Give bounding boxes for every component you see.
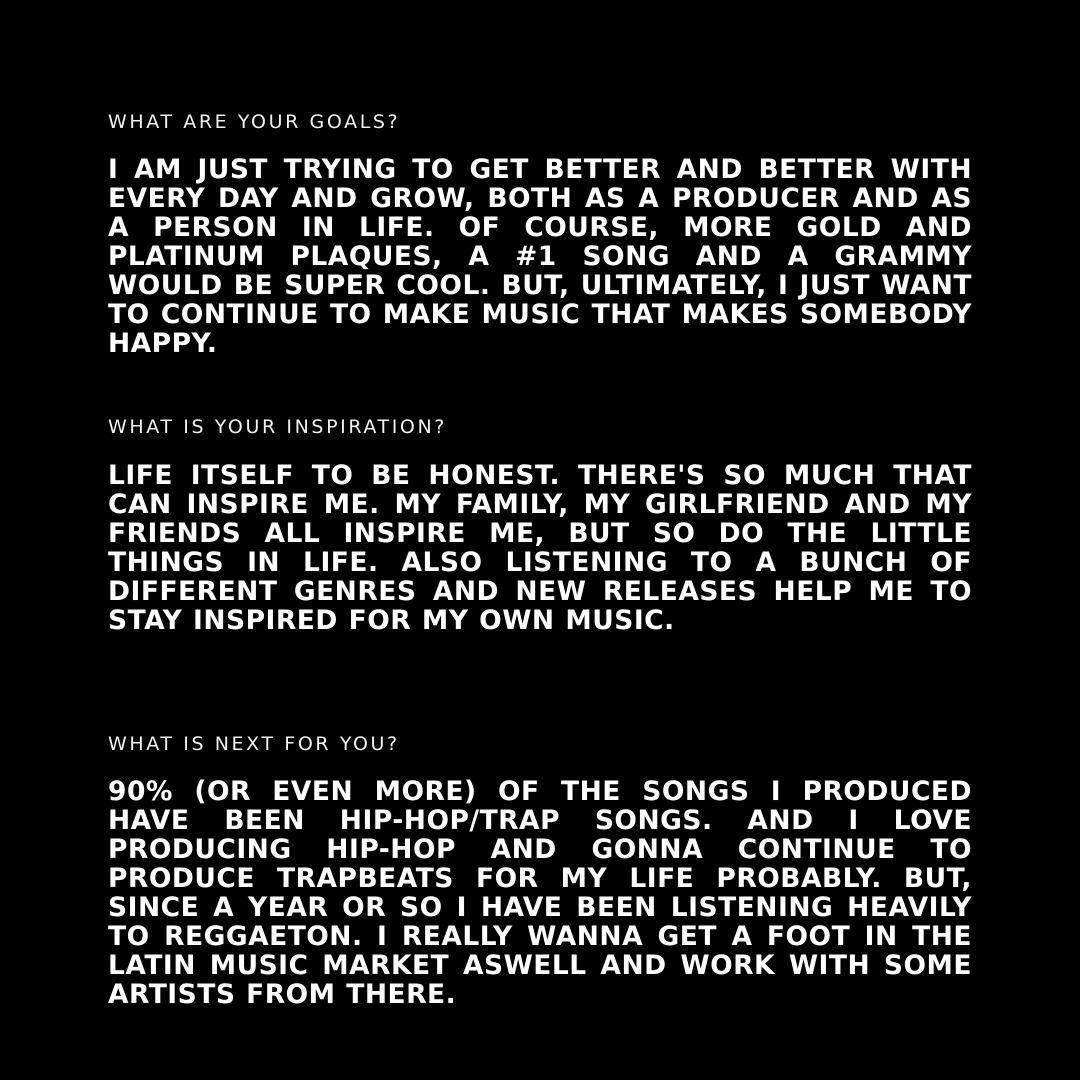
answer-goals: I AM JUST TRYING TO GET BETTER AND BETTER WITH EVERY DAY AND GROW, BOTH AS A PRODUCER AND AS A PERSON IN LIFE. OF COURSE, MORE GOLD AND PLATINUM PLAQUES, A #1 SONG AND A GRAMMY WOULD BE SUPER COOL. BUT, ULTIMATELY, I JUST WANT TO CONTINUE TO MAKE MUSIC THAT MAKES SOMEBODY HAPPY.	[108, 154, 972, 359]
answer-next: 90% (OR EVEN MORE) OF THE SONGS I PRODUCED HAVE BEEN HIP-HOP/TRAP SONGS. AND I LOVE PRODUCING HIP-HOP AND GONNA CONTINUE TO PRODUCE TRAPBEATS FOR MY LIFE PROBABLY. BUT, SINCE A YEAR OR SO I HAVE BEEN LISTENING HEAVILY TO REGGAETON. I REALLY WANNA GET A FOOT IN THE LATIN MUSIC MARKET ASWELL AND WORK WITH SOME ARTISTS FROM THERE.	[108, 776, 972, 1010]
question-next: WHAT IS NEXT FOR YOU?	[108, 733, 400, 755]
question-inspiration: WHAT IS YOUR INSPIRATION?	[108, 416, 447, 438]
question-goals: WHAT ARE YOUR GOALS?	[108, 111, 401, 133]
answer-inspiration: LIFE ITSELF TO BE HONEST. THERE'S SO MUCH THAT CAN INSPIRE ME. MY FAMILY, MY GIRLFRIEND AND MY FRIENDS ALL INSPIRE ME, BUT SO DO THE LITTLE THINGS IN LIFE. ALSO LISTENING TO A BUNCH OF DIFFERENT GENRES AND NEW RELEASES HELP ME TO STAY INSPIRED FOR MY OWN MUSIC.	[108, 460, 972, 636]
interview-page	[108, 0, 972, 1080]
